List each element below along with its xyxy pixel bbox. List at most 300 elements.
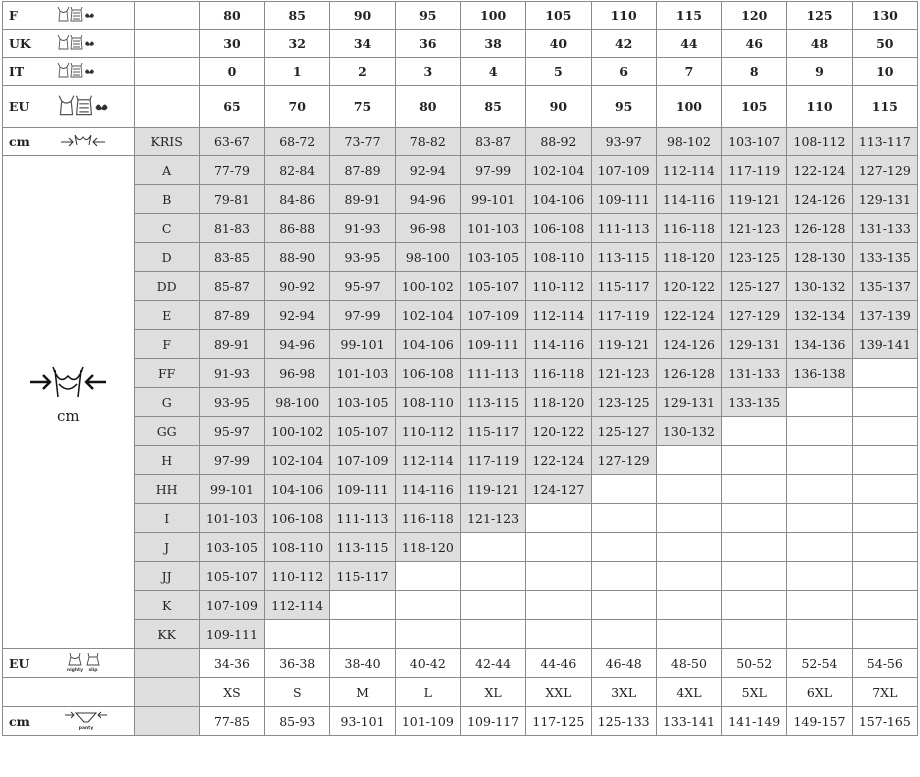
size-value-cell: 70 [265, 86, 330, 128]
bust-value-cell: 120-122 [526, 417, 591, 446]
empty-cell [591, 620, 656, 649]
footer-label: EU [9, 655, 30, 671]
bust-value-cell: 112-114 [526, 301, 591, 330]
bust-value-cell: 112-114 [395, 446, 460, 475]
bust-value-cell: 103-105 [330, 388, 395, 417]
bust-value-cell: 94-96 [395, 185, 460, 214]
empty-cell [460, 533, 525, 562]
empty-cell [787, 533, 852, 562]
bust-value-cell: 87-89 [199, 301, 264, 330]
empty-cell [722, 591, 787, 620]
garments-icon [55, 33, 97, 54]
bust-measure-cell [3, 156, 135, 649]
cup-row [3, 533, 918, 562]
footer-value-cell: S [265, 678, 330, 707]
garments-icon [55, 93, 112, 120]
size-value-cell: 36 [395, 30, 460, 58]
size-system-cell [3, 58, 135, 86]
footer-row [3, 649, 918, 678]
nighty-slip-icon [63, 651, 107, 676]
bust-value-cell: 100-102 [395, 272, 460, 301]
bust-value-cell: 97-99 [460, 156, 525, 185]
bust-value-cell: 89-91 [199, 330, 264, 359]
empty-cell [591, 504, 656, 533]
bust-value-cell: 100-102 [265, 417, 330, 446]
bust-value-cell: 118-120 [656, 243, 721, 272]
size-value-cell: 115 [852, 86, 917, 128]
cup-label: I [134, 504, 199, 533]
bust-value-cell: 119-121 [722, 185, 787, 214]
underbust-measure-icon [59, 131, 107, 152]
size-value-cell: 105 [722, 86, 787, 128]
underbust-value-cell: 103-107 [722, 128, 787, 156]
size-value-cell: 40 [526, 30, 591, 58]
empty-cell [722, 620, 787, 649]
underbust-value-cell: 78-82 [395, 128, 460, 156]
footer-value-cell: 44-46 [526, 649, 591, 678]
bust-value-cell: 129-131 [852, 185, 917, 214]
bust-value-cell: 114-116 [526, 330, 591, 359]
cup-label: HH [134, 475, 199, 504]
cup-label: FF [134, 359, 199, 388]
bust-value-cell: 109-111 [330, 475, 395, 504]
empty-cell [460, 620, 525, 649]
size-value-cell: 7 [656, 58, 721, 86]
bust-value-cell: 107-109 [460, 301, 525, 330]
footer-value-cell: 93-101 [330, 707, 395, 736]
size-value-cell: 48 [787, 30, 852, 58]
size-value-cell: 80 [395, 86, 460, 128]
size-chart-table [2, 1, 918, 736]
size-system-label: UK [9, 36, 31, 51]
cup-label: D [134, 243, 199, 272]
empty-cell [265, 620, 330, 649]
empty-cell [787, 446, 852, 475]
underbust-value-cell: 63-67 [199, 128, 264, 156]
bust-value-cell: 121-123 [591, 359, 656, 388]
size-system-cell [3, 2, 135, 30]
empty-cell [787, 562, 852, 591]
cup-label: F [134, 330, 199, 359]
empty-cell [395, 591, 460, 620]
cup-row [3, 185, 918, 214]
footer-value-cell: 149-157 [787, 707, 852, 736]
cup-label: JJ [134, 562, 199, 591]
footer-label-cell [3, 649, 135, 678]
bust-value-cell: 93-95 [199, 388, 264, 417]
bust-value-cell: 107-109 [330, 446, 395, 475]
bust-value-cell: 116-118 [526, 359, 591, 388]
cup-row [3, 504, 918, 533]
bust-value-cell: 129-131 [722, 330, 787, 359]
bust-value-cell: 93-95 [330, 243, 395, 272]
size-value-cell: 130 [852, 2, 917, 30]
bust-value-cell: 123-125 [591, 388, 656, 417]
size-value-cell: 120 [722, 2, 787, 30]
footer-value-cell: XS [199, 678, 264, 707]
size-value-cell: 105 [526, 2, 591, 30]
bust-value-cell: 105-107 [460, 272, 525, 301]
empty-cell [591, 562, 656, 591]
empty-cell [591, 591, 656, 620]
cup-label: KK [134, 620, 199, 649]
empty-cell [852, 562, 917, 591]
bust-value-cell: 91-93 [199, 359, 264, 388]
bust-value-cell: 122-124 [526, 446, 591, 475]
empty-cell [787, 475, 852, 504]
bust-value-cell: 109-111 [199, 620, 264, 649]
empty-cell [722, 562, 787, 591]
bust-value-cell: 107-109 [591, 156, 656, 185]
footer-value-cell: 117-125 [526, 707, 591, 736]
bust-value-cell: 129-131 [656, 388, 721, 417]
size-value-cell: 75 [330, 86, 395, 128]
size-value-cell: 30 [199, 30, 264, 58]
footer-row [3, 678, 918, 707]
empty-cell [526, 504, 591, 533]
bust-value-cell: 130-132 [656, 417, 721, 446]
empty-cell [852, 475, 917, 504]
size-row-f [3, 2, 918, 30]
footer-label-cell [3, 678, 135, 707]
bust-value-cell: 139-141 [852, 330, 917, 359]
size-row-uk [3, 30, 918, 58]
empty-cell [787, 591, 852, 620]
bust-value-cell: 111-113 [330, 504, 395, 533]
empty-cell [460, 562, 525, 591]
size-value-cell: 44 [656, 30, 721, 58]
empty-cell [656, 562, 721, 591]
bust-value-cell: 96-98 [265, 359, 330, 388]
bust-value-cell: 136-138 [787, 359, 852, 388]
size-row-it [3, 58, 918, 86]
size-value-cell: 110 [591, 2, 656, 30]
bust-value-cell: 95-97 [330, 272, 395, 301]
footer-value-cell: 77-85 [199, 707, 264, 736]
empty-cell [656, 475, 721, 504]
bust-value-cell: 113-115 [460, 388, 525, 417]
bust-value-cell: 133-135 [722, 388, 787, 417]
bust-value-cell: 94-96 [265, 330, 330, 359]
bust-value-cell: 127-129 [852, 156, 917, 185]
empty-cell [526, 533, 591, 562]
bust-value-cell: 120-122 [656, 272, 721, 301]
size-value-cell: 3 [395, 58, 460, 86]
bust-value-cell: 131-133 [852, 214, 917, 243]
size-value-cell: 90 [330, 2, 395, 30]
bust-value-cell: 98-100 [265, 388, 330, 417]
bust-value-cell: 117-119 [722, 156, 787, 185]
size-chart-body [3, 2, 918, 736]
empty-cell [787, 388, 852, 417]
svg-text:nighty: nighty [66, 667, 84, 673]
blank-cell [134, 86, 199, 128]
svg-text:slip: slip [88, 667, 98, 673]
empty-cell [722, 446, 787, 475]
empty-cell [395, 620, 460, 649]
bust-value-cell: 113-115 [591, 243, 656, 272]
empty-cell [852, 504, 917, 533]
bust-value-cell: 101-103 [330, 359, 395, 388]
bust-value-cell: 104-106 [265, 475, 330, 504]
empty-cell [395, 562, 460, 591]
size-value-cell: 46 [722, 30, 787, 58]
size-value-cell: 8 [722, 58, 787, 86]
underbust-value-cell: 93-97 [591, 128, 656, 156]
empty-cell [852, 359, 917, 388]
bust-value-cell: 97-99 [199, 446, 264, 475]
bust-value-cell: 91-93 [330, 214, 395, 243]
empty-cell [656, 591, 721, 620]
footer-label-cell [3, 707, 135, 736]
bust-value-cell: 106-108 [265, 504, 330, 533]
empty-cell [591, 475, 656, 504]
cup-label: A [134, 156, 199, 185]
empty-cell [330, 620, 395, 649]
underbust-row [3, 128, 918, 156]
empty-cell [526, 562, 591, 591]
svg-text:panty: panty [78, 725, 94, 731]
footer-value-cell: 85-93 [265, 707, 330, 736]
blank-cell [134, 678, 199, 707]
footer-value-cell: 125-133 [591, 707, 656, 736]
empty-cell [460, 591, 525, 620]
size-value-cell: 4 [460, 58, 525, 86]
bust-value-cell: 114-116 [656, 185, 721, 214]
size-value-cell: 85 [460, 86, 525, 128]
bust-value-cell: 83-85 [199, 243, 264, 272]
bust-value-cell: 105-107 [199, 562, 264, 591]
bust-value-cell: 96-98 [395, 214, 460, 243]
empty-cell [787, 620, 852, 649]
empty-cell [656, 504, 721, 533]
bust-value-cell: 97-99 [330, 301, 395, 330]
bust-value-cell: 110-112 [265, 562, 330, 591]
bust-value-cell: 106-108 [526, 214, 591, 243]
bust-value-cell: 130-132 [787, 272, 852, 301]
cup-row [3, 446, 918, 475]
bust-value-cell: 108-110 [265, 533, 330, 562]
size-value-cell: 100 [460, 2, 525, 30]
bust-value-cell: 114-116 [395, 475, 460, 504]
cup-label: B [134, 185, 199, 214]
footer-value-cell: M [330, 678, 395, 707]
bust-value-cell: 77-79 [199, 156, 264, 185]
underbust-unit-label: cm [9, 134, 30, 149]
bust-value-cell: 92-94 [265, 301, 330, 330]
bust-value-cell: 115-117 [591, 272, 656, 301]
bust-value-cell: 121-123 [722, 214, 787, 243]
bust-value-cell: 115-117 [330, 562, 395, 591]
footer-value-cell: 4XL [656, 678, 721, 707]
bust-value-cell: 115-117 [460, 417, 525, 446]
bust-value-cell: 105-107 [330, 417, 395, 446]
cup-label: DD [134, 272, 199, 301]
bust-value-cell: 119-121 [460, 475, 525, 504]
bust-value-cell: 102-104 [265, 446, 330, 475]
bust-value-cell: 107-109 [199, 591, 264, 620]
bust-value-cell: 116-118 [395, 504, 460, 533]
cup-row [3, 417, 918, 446]
bust-value-cell: 106-108 [395, 359, 460, 388]
bust-value-cell: 95-97 [199, 417, 264, 446]
kris-label: KRIS [134, 128, 199, 156]
footer-value-cell: 7XL [852, 678, 917, 707]
bust-value-cell: 92-94 [395, 156, 460, 185]
underbust-value-cell: 108-112 [787, 128, 852, 156]
bust-value-cell: 124-127 [526, 475, 591, 504]
bust-value-cell: 110-112 [395, 417, 460, 446]
footer-value-cell: 50-52 [722, 649, 787, 678]
panty-measure-icon [63, 709, 109, 734]
bust-value-cell: 126-128 [656, 359, 721, 388]
empty-cell [787, 417, 852, 446]
footer-value-cell: 54-56 [852, 649, 917, 678]
empty-cell [526, 620, 591, 649]
bust-value-cell: 116-118 [656, 214, 721, 243]
bust-value-cell: 99-101 [460, 185, 525, 214]
footer-value-cell: 40-42 [395, 649, 460, 678]
garments-icon [55, 61, 97, 82]
bust-value-cell: 82-84 [265, 156, 330, 185]
bust-value-cell: 134-136 [787, 330, 852, 359]
bust-unit-label: cm [56, 406, 80, 425]
cup-row [3, 562, 918, 591]
bust-value-cell: 109-111 [460, 330, 525, 359]
size-value-cell: 110 [787, 86, 852, 128]
size-value-cell: 2 [330, 58, 395, 86]
cup-label: G [134, 388, 199, 417]
footer-value-cell: 6XL [787, 678, 852, 707]
bust-value-cell: 86-88 [265, 214, 330, 243]
blank-cell [134, 58, 199, 86]
empty-cell [722, 504, 787, 533]
bust-value-cell: 125-127 [722, 272, 787, 301]
bust-value-cell: 87-89 [330, 156, 395, 185]
size-value-cell: 42 [591, 30, 656, 58]
bust-value-cell: 123-125 [722, 243, 787, 272]
blank-cell [134, 30, 199, 58]
empty-cell [852, 620, 917, 649]
cup-label: J [134, 533, 199, 562]
empty-cell [852, 417, 917, 446]
footer-value-cell: 3XL [591, 678, 656, 707]
bust-value-cell: 108-110 [395, 388, 460, 417]
underbust-value-cell: 113-117 [852, 128, 917, 156]
size-value-cell: 90 [526, 86, 591, 128]
cup-row [3, 214, 918, 243]
bust-value-cell: 112-114 [656, 156, 721, 185]
size-value-cell: 6 [591, 58, 656, 86]
bust-value-cell: 101-103 [460, 214, 525, 243]
size-system-cell [3, 30, 135, 58]
size-system-label: IT [9, 64, 25, 79]
size-value-cell: 85 [265, 2, 330, 30]
footer-row [3, 707, 918, 736]
bust-value-cell: 118-120 [526, 388, 591, 417]
blank-cell [134, 649, 199, 678]
bust-value-cell: 127-129 [591, 446, 656, 475]
cup-row [3, 272, 918, 301]
cup-row [3, 156, 918, 185]
size-value-cell: 9 [787, 58, 852, 86]
size-value-cell: 0 [199, 58, 264, 86]
empty-cell [852, 388, 917, 417]
empty-cell [330, 591, 395, 620]
underbust-value-cell: 73-77 [330, 128, 395, 156]
size-system-label: EU [9, 98, 30, 114]
footer-label: cm [9, 713, 30, 729]
bust-value-cell: 89-91 [330, 185, 395, 214]
size-value-cell: 100 [656, 86, 721, 128]
footer-value-cell: 109-117 [460, 707, 525, 736]
cup-row [3, 388, 918, 417]
bust-value-cell: 128-130 [787, 243, 852, 272]
size-system-cell [3, 86, 135, 128]
footer-value-cell: 133-141 [656, 707, 721, 736]
bust-value-cell: 118-120 [395, 533, 460, 562]
underbust-value-cell: 88-92 [526, 128, 591, 156]
size-row-eu [3, 86, 918, 128]
bust-value-cell: 137-139 [852, 301, 917, 330]
footer-value-cell: 52-54 [787, 649, 852, 678]
empty-cell [656, 533, 721, 562]
empty-cell [526, 591, 591, 620]
footer-value-cell: 38-40 [330, 649, 395, 678]
bust-value-cell: 131-133 [722, 359, 787, 388]
blank-cell [134, 707, 199, 736]
cup-row [3, 330, 918, 359]
cup-row [3, 243, 918, 272]
bust-value-cell: 101-103 [199, 504, 264, 533]
bust-measure-icon [3, 364, 134, 403]
bust-value-cell: 133-135 [852, 243, 917, 272]
footer-value-cell: XL [460, 678, 525, 707]
underbust-value-cell: 68-72 [265, 128, 330, 156]
underbust-value-cell: 98-102 [656, 128, 721, 156]
bust-value-cell: 102-104 [526, 156, 591, 185]
empty-cell [656, 446, 721, 475]
underbust-value-cell: 83-87 [460, 128, 525, 156]
size-value-cell: 34 [330, 30, 395, 58]
bust-value-cell: 79-81 [199, 185, 264, 214]
bust-value-cell: 111-113 [591, 214, 656, 243]
footer-value-cell: 5XL [722, 678, 787, 707]
size-value-cell: 5 [526, 58, 591, 86]
bust-value-cell: 112-114 [265, 591, 330, 620]
bust-value-cell: 113-115 [330, 533, 395, 562]
bust-value-cell: 109-111 [591, 185, 656, 214]
bust-value-cell: 104-106 [395, 330, 460, 359]
bust-value-cell: 135-137 [852, 272, 917, 301]
size-value-cell: 80 [199, 2, 264, 30]
bust-value-cell: 99-101 [330, 330, 395, 359]
bust-value-cell: 84-86 [265, 185, 330, 214]
size-value-cell: 50 [852, 30, 917, 58]
cup-row [3, 620, 918, 649]
empty-cell [787, 504, 852, 533]
cup-label: C [134, 214, 199, 243]
cup-row [3, 301, 918, 330]
footer-value-cell: 36-38 [265, 649, 330, 678]
size-system-label: F [9, 8, 18, 23]
empty-cell [722, 533, 787, 562]
bust-value-cell: 122-124 [787, 156, 852, 185]
empty-cell [852, 591, 917, 620]
empty-cell [656, 620, 721, 649]
bust-value-cell: 102-104 [395, 301, 460, 330]
footer-value-cell: 42-44 [460, 649, 525, 678]
